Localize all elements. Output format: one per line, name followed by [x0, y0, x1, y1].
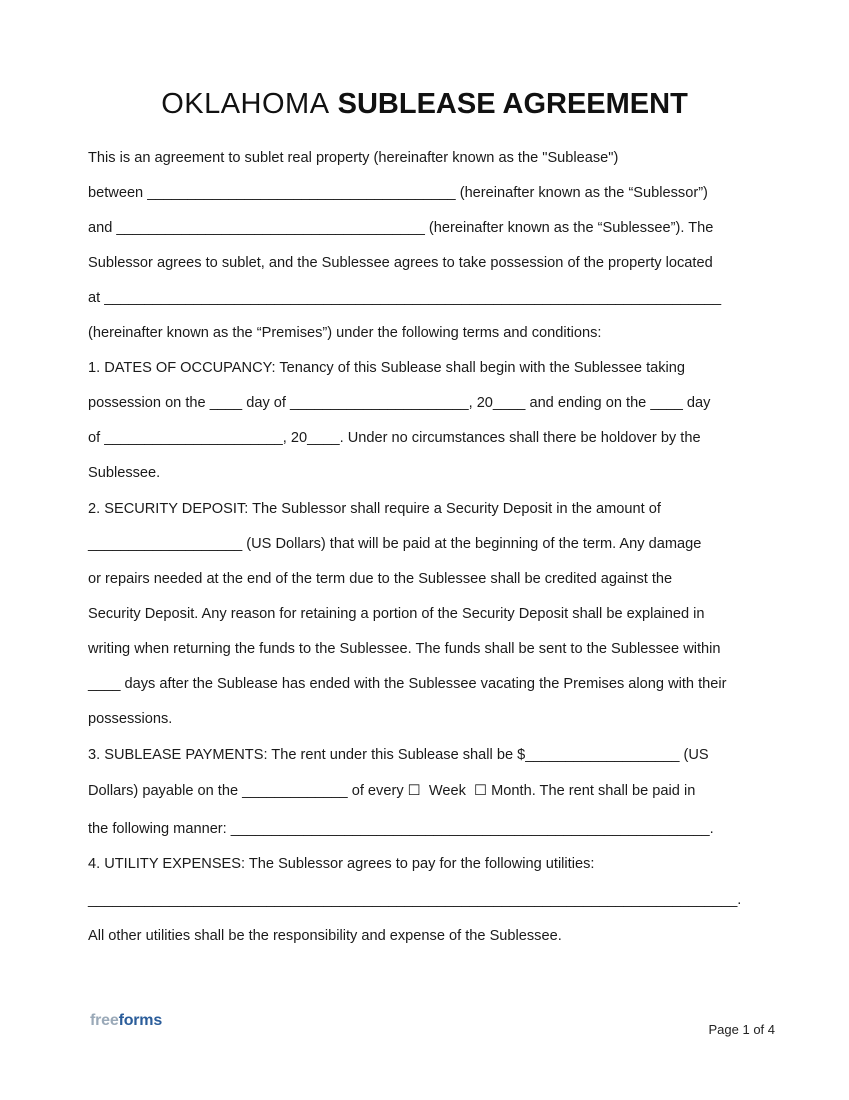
body-line: Sublessor agrees to sublet, and the Sublessee agrees to take possession of the property located [88, 255, 713, 271]
title-state: OKLAHOMA [161, 88, 330, 120]
section-heading-dates: 1. DATES OF OCCUPANCY: Tenancy of this Sublease shall begin with the Sublessee taking [88, 360, 686, 376]
freeforms-logo [90, 1012, 162, 1030]
body-line: All other utilities shall be the responsibility and expense of the Sublessee. [88, 928, 562, 944]
body-line: possessions. [88, 711, 173, 727]
body-line: between ______________________________________ (hereinafter known as the “Sublessor”) [88, 185, 708, 201]
body-line: or repairs needed at the end of the term due to the Sublessee shall be credited against the [88, 571, 673, 587]
body-line: Dollars) payable on the _____________ of every ☐ Week ☐ Month. The rent shall be paid in [88, 783, 696, 799]
section-heading-deposit: 2. SECURITY DEPOSIT: The Sublessor shall require a Security Deposit in the amount of [88, 501, 661, 517]
body-line: writing when returning the funds to the Sublessee. The funds shall be sent to the Sublessee within [88, 641, 721, 657]
body-line: the following manner: ___________________________________________________________. [88, 821, 714, 837]
section-heading-utilities: 4. UTILITY EXPENSES: The Sublessor agrees to pay for the following utilities: [88, 856, 595, 872]
body-line: (hereinafter known as the “Premises”) under the following terms and conditions: [88, 325, 602, 341]
body-line: ____ days after the Sublease has ended with the Sublessee vacating the Premises along with their [88, 676, 727, 692]
document-title [0, 84, 849, 124]
logo-forms-text: forms [118, 1012, 163, 1029]
body-line: and ______________________________________ (hereinafter known as the “Sublessee”). The [88, 220, 714, 236]
body-line: Sublessee. [88, 465, 161, 481]
body-line: at ____________________________________________________________________________ [88, 290, 722, 306]
body-line: Security Deposit. Any reason for retaining a portion of the Security Deposit shall be explained in [88, 606, 705, 622]
section-heading-payments: 3. SUBLEASE PAYMENTS: The rent under this Sublease shall be $___________________ (US [88, 747, 709, 763]
body-line: of ______________________, 20____. Under no circumstances shall there be holdover by the [88, 430, 701, 446]
body-line: ___________________ (US Dollars) that will be paid at the beginning of the term. Any damage [88, 536, 702, 552]
logo-free-text: free [90, 1012, 119, 1029]
body-line: possession on the ____ day of ______________________, 20____ and ending on the ____ day [88, 395, 711, 411]
title-doc-type: SUBLEASE AGREEMENT [337, 88, 688, 120]
body-line: ________________________________________________________________________________. [88, 892, 742, 908]
body-line: This is an agreement to sublet real property (hereinafter known as the "Sublease") [88, 150, 619, 166]
page-number: Page 1 of 4 [708, 1022, 775, 1037]
